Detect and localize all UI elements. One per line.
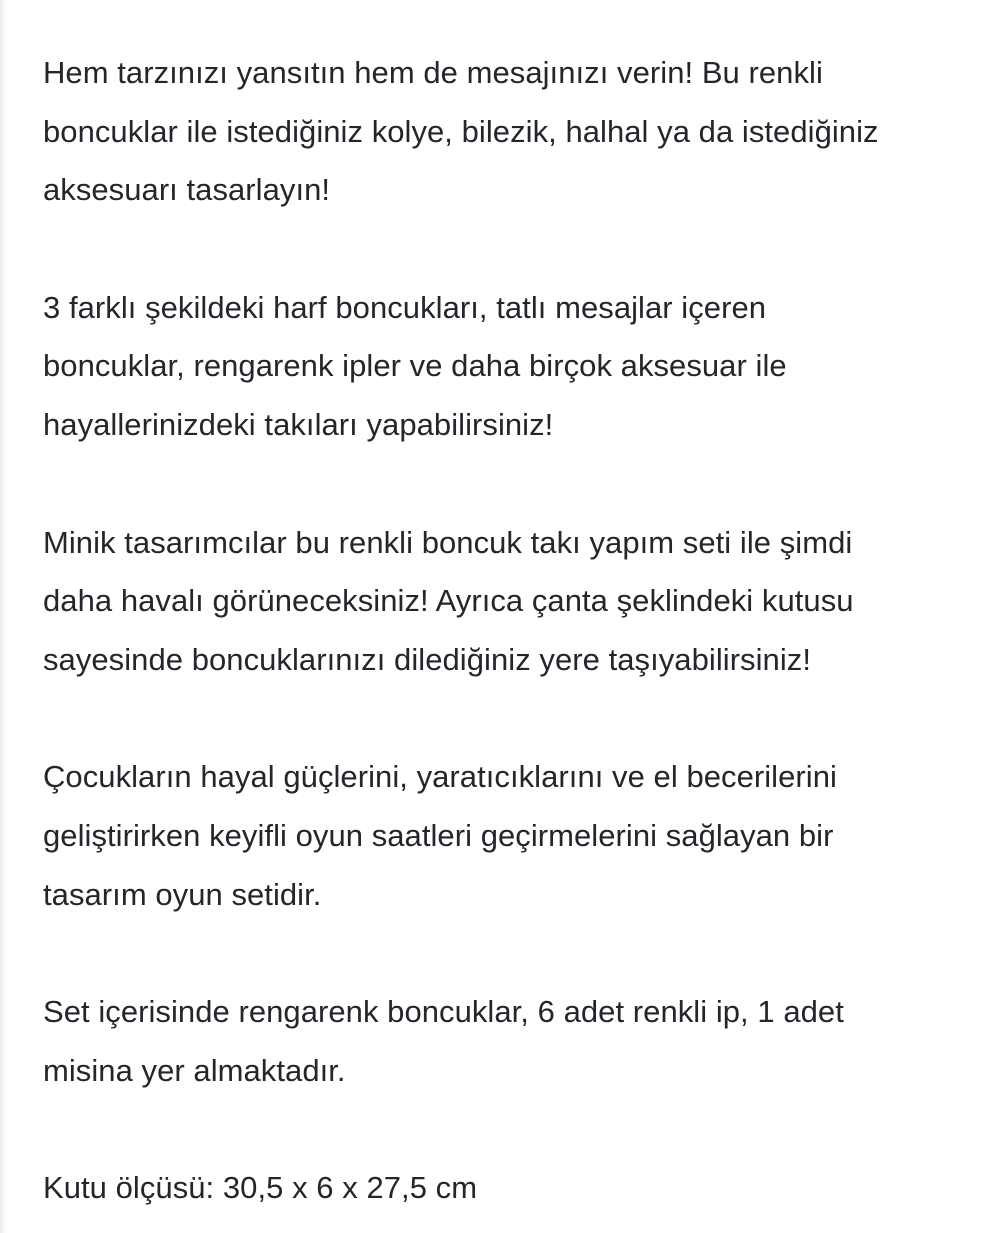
- product-description: [43, 44, 973, 1218]
- paragraph-intro: [43, 44, 973, 220]
- paragraph-box-size: [43, 1159, 973, 1218]
- paragraph-spacer: [43, 455, 973, 514]
- text-line: hayallerinizdeki takıları yapabilirsiniz!: [43, 407, 554, 443]
- page-left-edge: [0, 0, 6, 1233]
- paragraph-designers: [43, 514, 973, 690]
- paragraph-benefits: [43, 748, 973, 924]
- text-line: Kutu ölçüsü: 30,5 x 6 x 27,5 cm: [43, 1170, 478, 1206]
- text-line: Set içerisinde rengarenk boncuklar, 6 adet renkli ip, 1 adet: [43, 994, 844, 1029]
- text-line: 3 farklı şekildeki harf boncukları, tatlı mesajlar içeren: [43, 289, 767, 325]
- text-line: Hem tarzınızı yansıtın hem de mesajınızı verin! Bu renkli: [43, 55, 823, 90]
- text-line: sayesinde boncuklarınızı dilediğiniz yere taşıyabilirsiniz!: [43, 641, 811, 677]
- text-line: geliştirirken keyifli oyun saatleri geçirmelerini sağlayan bir: [43, 817, 834, 853]
- paragraph-spacer: [43, 220, 973, 279]
- text-line: boncuklar, rengarenk ipler ve daha birçok aksesuar ile: [43, 348, 787, 384]
- paragraph-bead-types: [43, 279, 973, 455]
- text-line: tasarım oyun setidir.: [43, 876, 322, 912]
- text-line: misina yer almaktadır.: [43, 1052, 346, 1088]
- text-line: aksesuarı tasarlayın!: [43, 172, 331, 208]
- paragraph-spacer: [43, 690, 973, 749]
- text-line: boncuklar ile istediğiniz kolye, bilezik, halhal ya da istediğiniz: [43, 113, 879, 149]
- text-line: Minik tasarımcılar bu renkli boncuk takı yapım seti ile şimdi: [43, 524, 853, 560]
- text-line: Çocukların hayal güçlerini, yaratıcıklarını ve el becerilerini: [43, 759, 837, 795]
- text-line: daha havalı görüneceksiniz! Ayrıca çanta şeklindeki kutusu: [43, 583, 854, 619]
- paragraph-spacer: [43, 1100, 973, 1159]
- paragraph-spacer: [43, 924, 973, 983]
- paragraph-contents: [43, 983, 973, 1100]
